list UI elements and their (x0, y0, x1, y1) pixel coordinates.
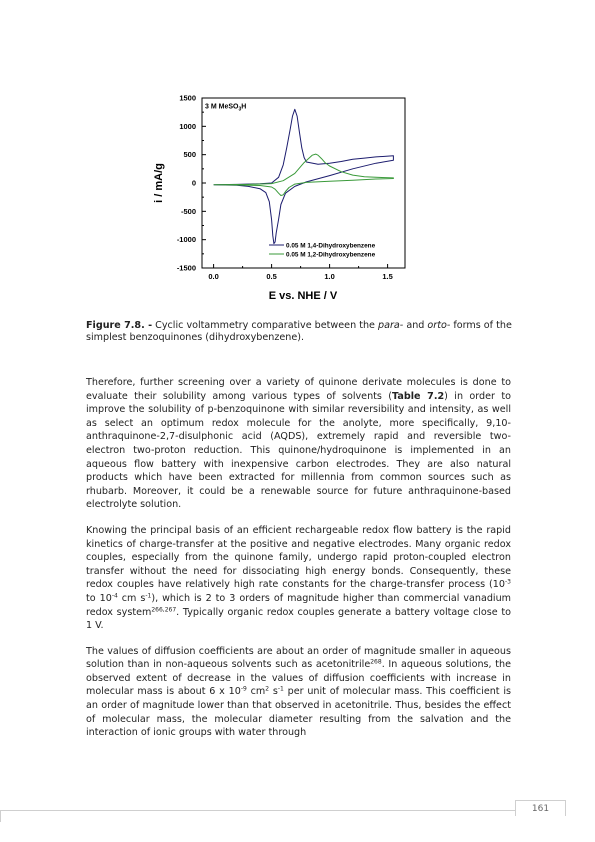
caption-text: Cyclic voltammetry comparative between the (152, 320, 378, 331)
y-tick-label: 1000 (179, 121, 196, 131)
x-tick-label: 1.0 (324, 272, 335, 281)
x-tick-label: 0.5 (266, 272, 277, 281)
chart-title: 3 M MeSO$_3$H (205, 103, 247, 113)
x-axis-label: E vs. NHE / V (268, 290, 338, 302)
table-reference: Table 7.2 (392, 390, 445, 402)
legend-label-2: 0.05 M 1,2-Dihydroxybenzene (286, 251, 376, 259)
figure-caption (86, 320, 514, 345)
y-tick-label: -1500 (176, 263, 196, 273)
y-axis-label: i / mA/g (153, 163, 165, 203)
page-number: 161 (515, 800, 566, 816)
x-ticks (208, 264, 392, 281)
y-tick-label: -1000 (176, 235, 196, 245)
cv-chart (140, 88, 430, 308)
y-tick-label: 1500 (179, 93, 196, 103)
caption-italic-orto: orto- (427, 320, 451, 331)
caption-text: forms of the simplest benzoquinones (dihydroxybenzene). (86, 320, 512, 344)
paragraph-3: The values of diffusion coefficients are about an order of magnitude smaller in aqueous solution than in non-aqueous solvents such as acetonitrile$^{268}$. In aqueous solutions, the observed extent of decrease in the values of diffusion coefficients with increase in molecular mass is about 6 x $10^{-9}$ $cm^2$ $s^{-1}$ per unit of molecular mass. This coefficient is an order of magnitude lower than that observed in acetonitrile. Thus, besides the effect of molecular mass, the molecular diameter resulting from the salvation and the interaction of ionic groups with water through (86, 645, 512, 739)
citation: 266,267 (151, 606, 177, 613)
y-tick-label: -500 (180, 206, 196, 216)
x-tick-label: 1.5 (382, 272, 393, 281)
y-tick-label: 500 (183, 150, 196, 160)
paragraph-1: Therefore, further screening over a variety of quinone derivate molecules is done to evaluate their solubility among various types of solvents (Table 7.2) in order to improve the solubility of p-benzoquinone with similar reversibility and intensity, as well as select an optimum redox molecule for the anolyte, more specifically, 9,10-anthraquinone-2,7-disulphonic acid (AQDS), extremely rapid and reversible two-electron two-proton reduction. This quinone/hydroquinone is implemented in an aqueous flow battery with inexpensive carbon electrodes. They are also natural products which have been extracted for millennia from common sources such as rhubarb. Moreover, it could be a renewable source for future anthraquinone-based electrolyte solution. (86, 377, 511, 511)
body-text (86, 376, 511, 752)
footer-rule (0, 810, 565, 811)
figure-label: Figure 7.8. - (86, 320, 153, 331)
series-line-2 (214, 154, 394, 195)
legend-label-1: 0.05 M 1,4-Dihydroxybenzene (286, 242, 376, 250)
series-layer (214, 109, 394, 243)
footer-rule-edge (0, 810, 1, 822)
caption-text: and (403, 320, 428, 331)
legend (269, 243, 376, 259)
paragraph-2: Knowing the principal basis of an efficient rechargeable redox flow battery is the rapid kinetics of charge-transfer at the positive and negative electrodes. Many organic redox couples, especially from the quinone family, undergo rapid proton-coupled electron transfer without the need for dissociating high energy bonds. Consequently, these redox couples have relatively high rate constants for the charge-transfer process ($10^{-3}$ to $10^{-4}$ cm $s^{-1}$), which is 2 to 3 orders of magnitude higher than commercial vanadium redox system$^{266,267}$. Typically organic redox couples generate a battery voltage close to 1 V. (86, 524, 512, 632)
caption-italic-para: para- (378, 320, 404, 331)
x-tick-label: 0.0 (208, 272, 219, 281)
y-tick-label: 0 (191, 178, 196, 188)
citation: 268 (370, 658, 382, 666)
